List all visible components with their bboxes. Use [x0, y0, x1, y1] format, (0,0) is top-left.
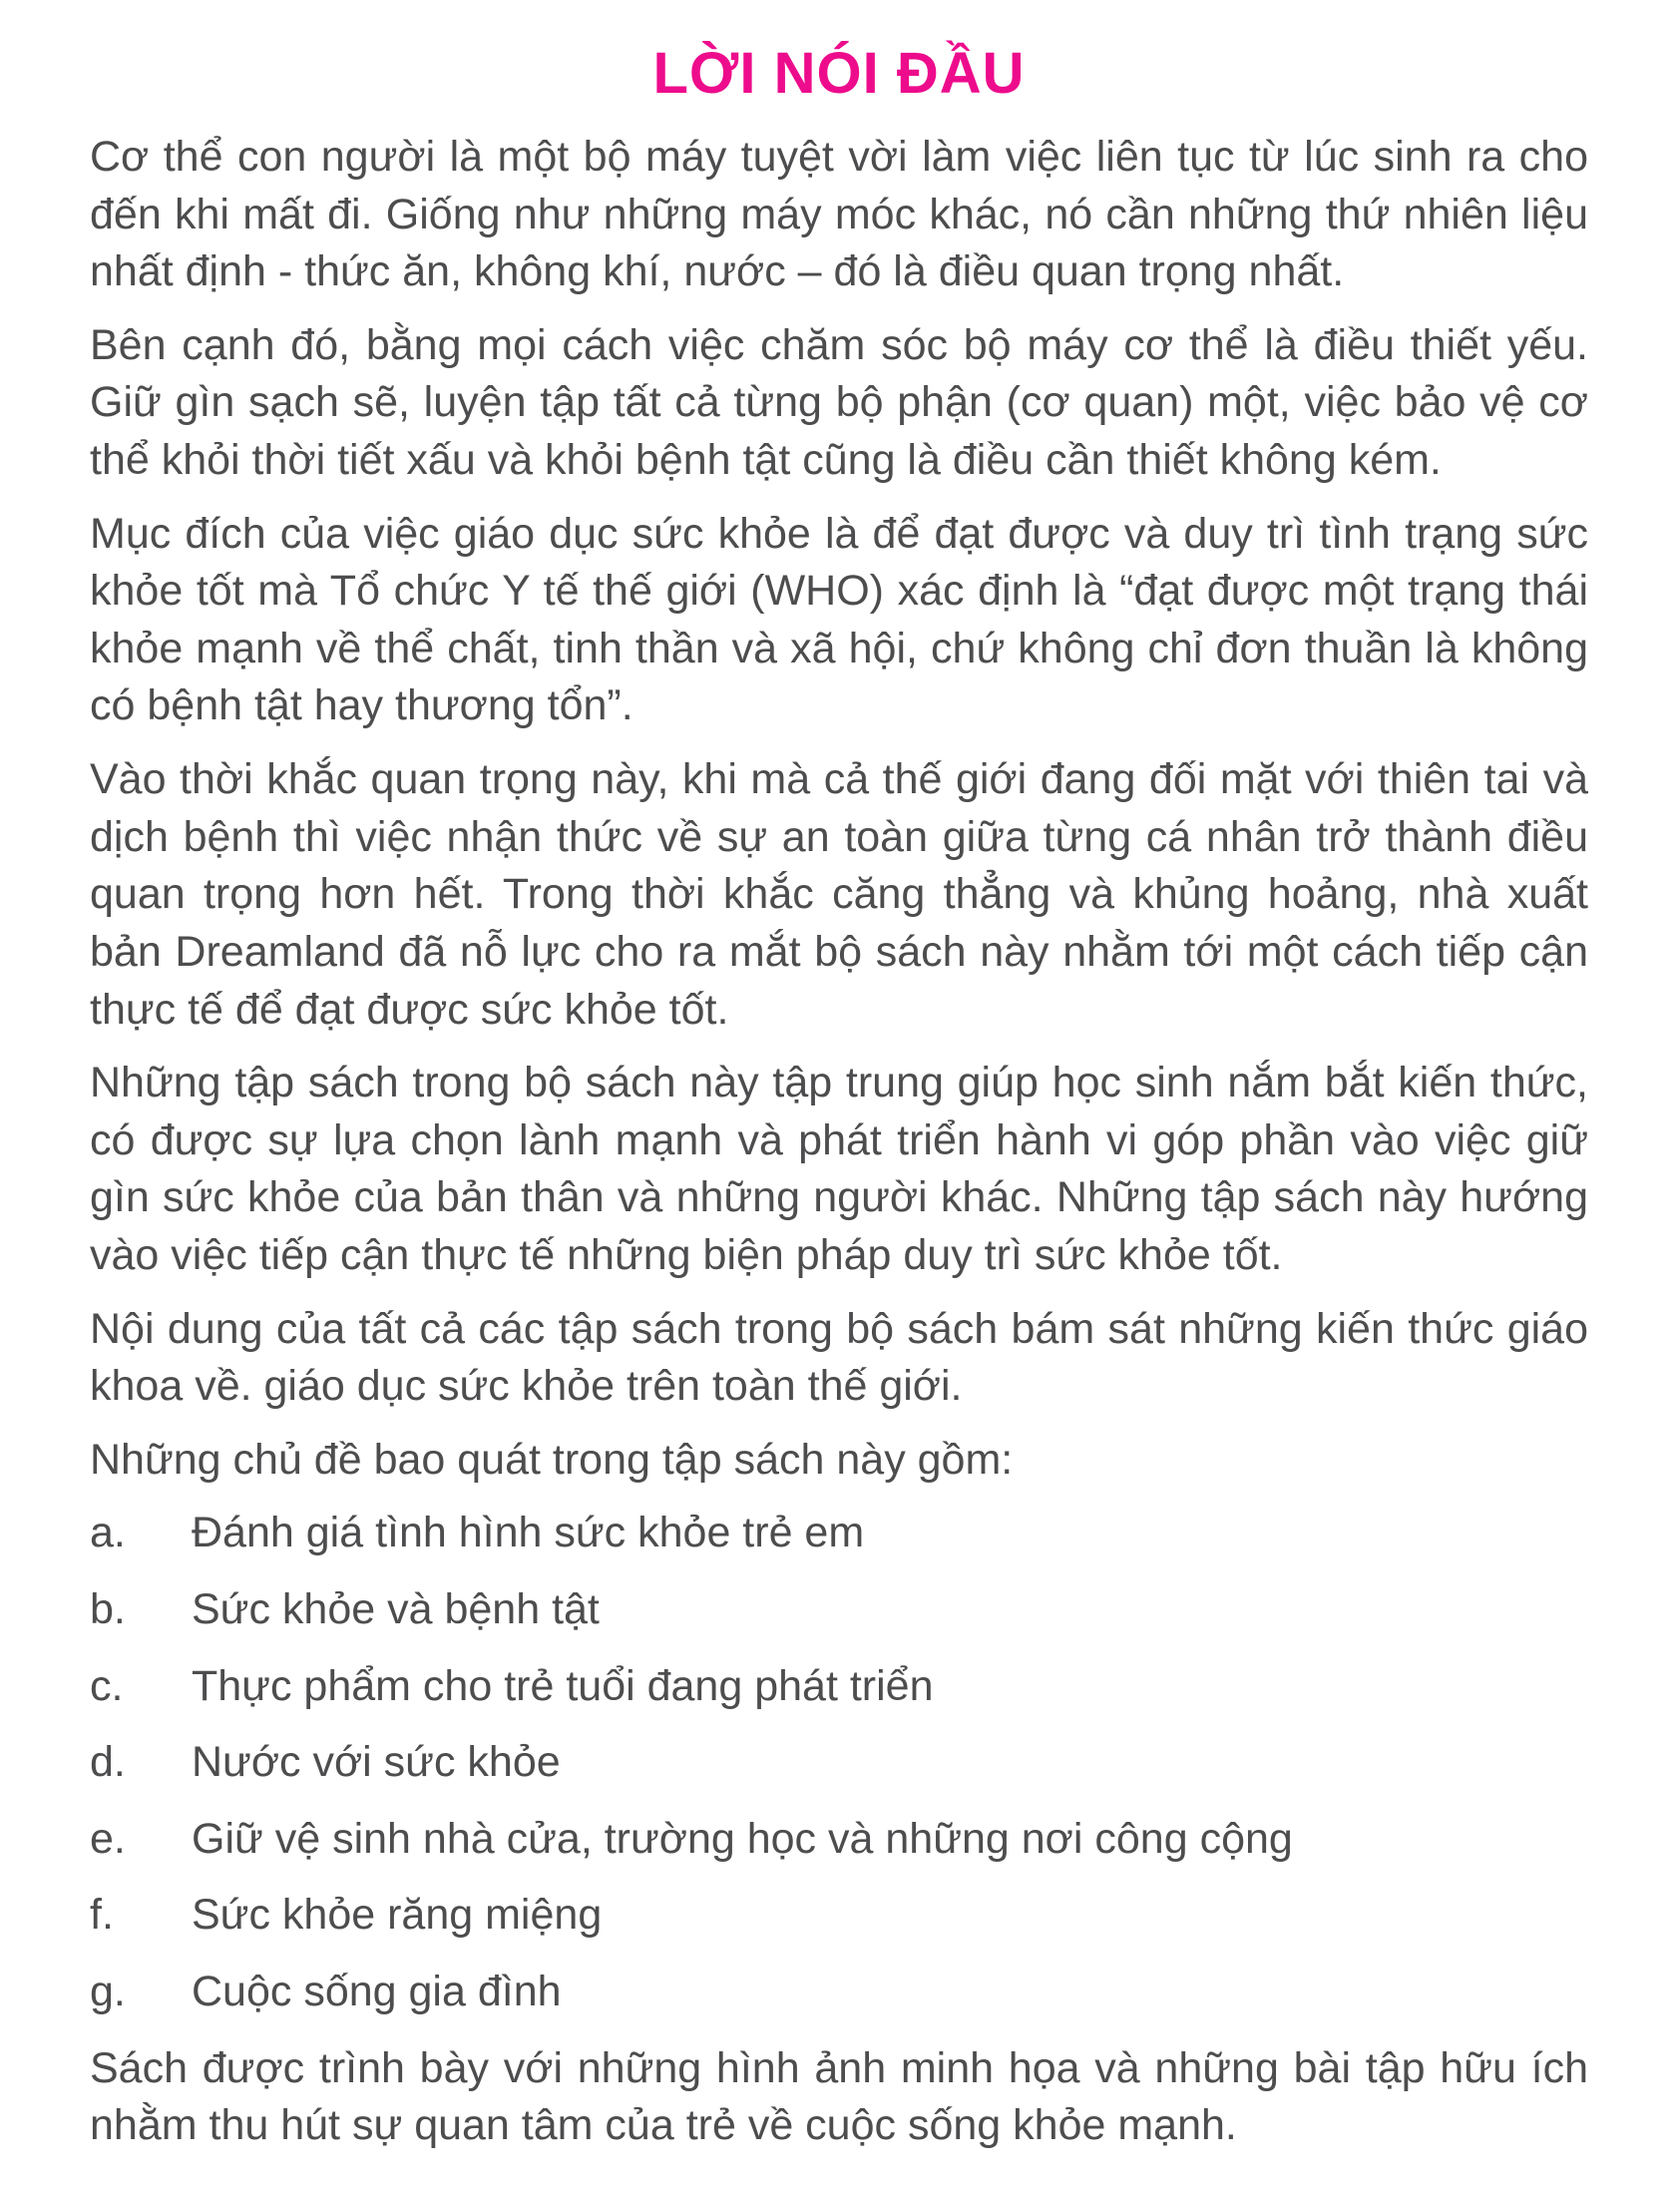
list-item: [90, 1887, 1588, 1945]
paragraph: Cơ thể con người là một bộ máy tuyệt vời làm việc liên tục từ lúc sinh ra cho đến khi mất đi. Giống như những máy móc khác, nó cần những thứ nhiên liệu nhất định - thức ăn, không khí, nước – đó là điều quan trọng nhất.: [90, 133, 1588, 296]
list-item-label: g.: [90, 1968, 126, 2016]
paragraph: Mục đích của việc giáo dục sức khỏe là để đạt được và duy trì tình trạng sức khỏe tốt mà Tổ chức Y tế thế giới (WHO) xác định là “đạt được một trạng thái khỏe mạnh về thể chất, tinh thần và xã hội, chứ không chỉ đơn thuần là không có bệnh tật hay thương tổn”.: [90, 509, 1588, 730]
list-item-text: Thực phẩm cho trẻ tuổi đang phát triển: [192, 1661, 934, 1710]
list-item-label: a.: [90, 1509, 126, 1557]
list-item: [90, 1811, 1588, 1869]
topics-intro-paragraph: Những chủ đề bao quát trong tập sách này gồm:: [90, 1435, 1014, 1484]
paragraph: Vào thời khắc quan trọng này, khi mà cả thế giới đang đối mặt với thiên tai và dịch bệnh thì việc nhận thức về sự an toàn giữa từng cá nhân trở thành điều quan trọng hơn hết. Trong thời khắc căng thẳng và khủng hoảng, nhà xuất bản Dreamland đã nỗ lực cho ra mắt bộ sách này nhằm tới một cách tiếp cận thực tế để đạt được sức khỏe tốt.: [90, 755, 1588, 1034]
list-item: [90, 1964, 1588, 2021]
list-item: [90, 1505, 1588, 1562]
list-item-label: c.: [90, 1661, 124, 1710]
list-item-text: Cuộc sống gia đình: [192, 1968, 562, 2016]
list-item-text: Sức khỏe và bệnh tật: [192, 1585, 600, 1634]
list-item-text: Sức khỏe răng miệng: [192, 1891, 603, 1940]
list-item-text: Nước với sức khỏe: [192, 1738, 561, 1787]
list-item-label: b.: [90, 1585, 126, 1634]
closing-paragraph: Sách được trình bày với những hình ảnh minh họa và những bài tập hữu ích nhằm thu hút sự quan tâm của trẻ về cuộc sống khỏe mạnh.: [90, 2043, 1588, 2150]
topics-list: [90, 1505, 1588, 2020]
list-item-label: f.: [90, 1891, 114, 1940]
page-title: LỜI NÓI ĐẦU: [652, 41, 1026, 106]
list-item-label: d.: [90, 1738, 126, 1787]
list-item-text: Giữ vệ sinh nhà cửa, trường học và những nơi công cộng: [192, 1814, 1293, 1863]
list-item: [90, 1581, 1588, 1639]
list-item-label: e.: [90, 1814, 126, 1863]
paragraph: Nội dung của tất cả các tập sách trong bộ sách bám sát những kiến thức giáo khoa về. giáo dục sức khỏe trên toàn thế giới.: [90, 1304, 1588, 1411]
list-item-text: Đánh giá tình hình sức khỏe trẻ em: [192, 1509, 865, 1557]
list-item: [90, 1658, 1588, 1716]
paragraph: Bên cạnh đó, bằng mọi cách việc chăm sóc bộ máy cơ thể là điều thiết yếu. Giữ gìn sạch sẽ, luyện tập tất cả từng bộ phận (cơ quan) một, việc bảo vệ cơ thể khỏi thời tiết xấu và khỏi bệnh tật cũng là điều cần thiết không kém.: [90, 320, 1588, 485]
list-item: [90, 1734, 1588, 1792]
paragraph: Những tập sách trong bộ sách này tập trung giúp học sinh nắm bắt kiến thức, có được sự lựa chọn lành mạnh và phát triển hành vi góp phần vào việc giữ gìn sức khỏe của bản thân và những người khác. Những tập sách này hướng vào việc tiếp cận thực tế những biện pháp duy trì sức khỏe tốt.: [90, 1059, 1588, 1279]
